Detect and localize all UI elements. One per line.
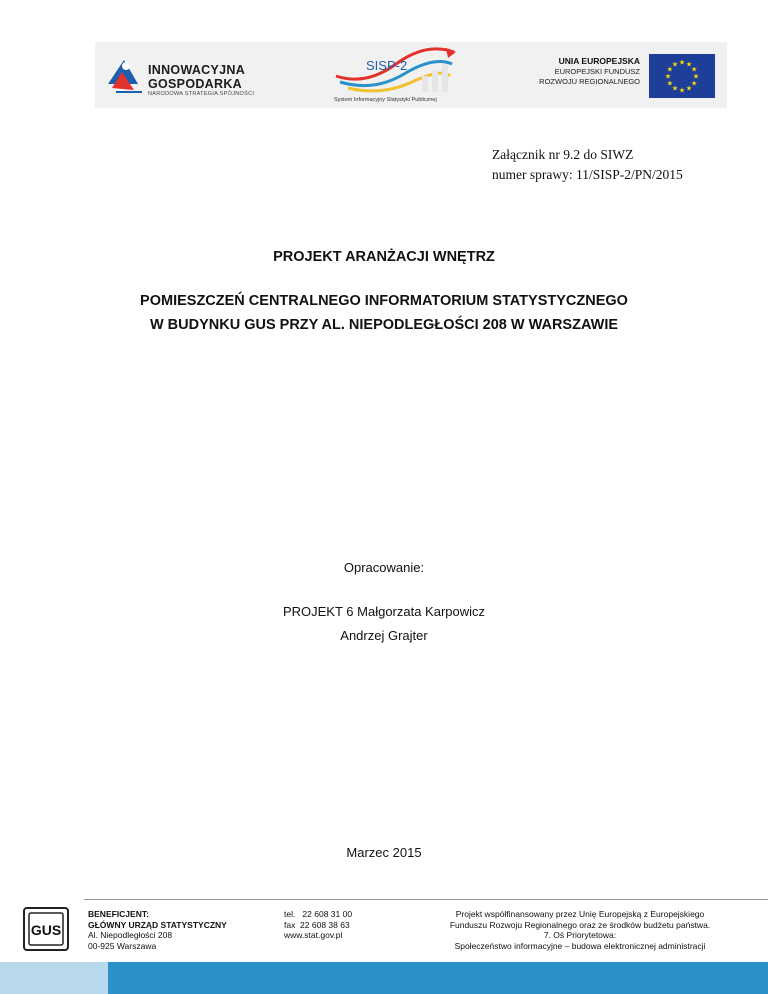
cofin-line2: Funduszu Rozwoju Regionalnego oraz ze środków budżetu państwa. xyxy=(449,919,711,930)
phone: tel. 22 608 31 00 xyxy=(284,909,353,919)
innowacyjna-subtitle: NARODOWA STRATEGIA SPÓJNOŚCI xyxy=(148,91,255,97)
gus-logo-text: GUS xyxy=(30,922,62,938)
footer-bar xyxy=(108,962,768,994)
gus-logo-icon xyxy=(20,906,72,952)
document-subtitle-line1: POMIESZCZEŃ CENTRALNEGO INFORMATORIUM STATYSTYCZNEGO xyxy=(140,293,628,309)
sisp-name: SISP-2 xyxy=(366,58,408,73)
innowacyjna-line1: INNOWACYJNA xyxy=(148,63,246,77)
case-number: numer sprawy: 11/SISP-2/PN/2015 xyxy=(492,167,683,182)
author-primary: PROJEKT 6 Małgorzata Karpowicz xyxy=(282,604,486,619)
annex-reference: Załącznik nr 9.2 do SIWZ xyxy=(492,147,634,162)
footer-divider xyxy=(84,899,768,900)
contact-block xyxy=(284,909,352,941)
cofin-line4: Społeczeństwo informacyjne – budowa elektronicznej administracji xyxy=(454,940,706,951)
eu-star-icon: ★ xyxy=(690,66,698,74)
prepared-label: Opracowanie: xyxy=(343,560,425,575)
cofin-line1: Projekt współfinansowany przez Unię Europejską z Europejskiego xyxy=(455,909,705,919)
eu-star-icon: ★ xyxy=(666,80,674,88)
innowacyjna-title xyxy=(148,63,245,91)
cofinancing-note xyxy=(412,909,748,951)
eu-star-icon: ★ xyxy=(671,85,679,93)
document-subtitle-line2: W BUDYNKU GUS PRZY AL. NIEPODLEGŁOŚCI 208 W WARSZAWIE xyxy=(149,317,619,333)
eu-star-icon: ★ xyxy=(664,73,672,81)
fax: fax 22 608 38 63 xyxy=(284,919,350,930)
eu-text xyxy=(520,56,640,87)
cofin-line3: 7. Oś Priorytetowa: xyxy=(543,930,617,940)
eu-star-icon: ★ xyxy=(666,66,674,74)
address-line1: Al. Niepodległości 208 xyxy=(88,930,173,940)
eu-star-icon: ★ xyxy=(692,73,700,81)
beneficiary-block xyxy=(88,909,227,951)
beneficiary-name: GŁÓWNY URZĄD STATYSTYCZNY xyxy=(88,919,227,930)
eu-star-icon: ★ xyxy=(678,87,686,95)
eu-star-icon: ★ xyxy=(685,61,693,69)
author-secondary: Andrzej Grajter xyxy=(340,628,428,643)
eu-star-icon: ★ xyxy=(671,61,679,69)
eu-line1: EUROPEJSKI FUNDUSZ xyxy=(554,67,640,76)
address-line2: 00-925 Warszawa xyxy=(88,940,157,951)
sisp-caption: System Informacyjny Statystyki Publicznej xyxy=(334,97,437,103)
footer-bar-light xyxy=(0,962,108,994)
document-date: Marzec 2015 xyxy=(346,845,422,860)
eu-line2: ROZWOJU REGIONALNEGO xyxy=(539,77,640,86)
innowacyjna-line2: GOSPODARKA xyxy=(148,77,242,91)
beneficiary-label: BENEFICJENT: xyxy=(88,909,149,919)
eu-star-icon: ★ xyxy=(685,85,693,93)
document-title: PROJEKT ARANŻACJI WNĘTRZ xyxy=(273,249,495,265)
eu-star-icon: ★ xyxy=(678,59,686,67)
eu-star-icon: ★ xyxy=(690,80,698,88)
website-link[interactable]: www.stat.gov.pl xyxy=(284,930,343,940)
eu-title: UNIA EUROPEJSKA xyxy=(558,56,640,66)
eu-flag-icon xyxy=(649,54,715,98)
